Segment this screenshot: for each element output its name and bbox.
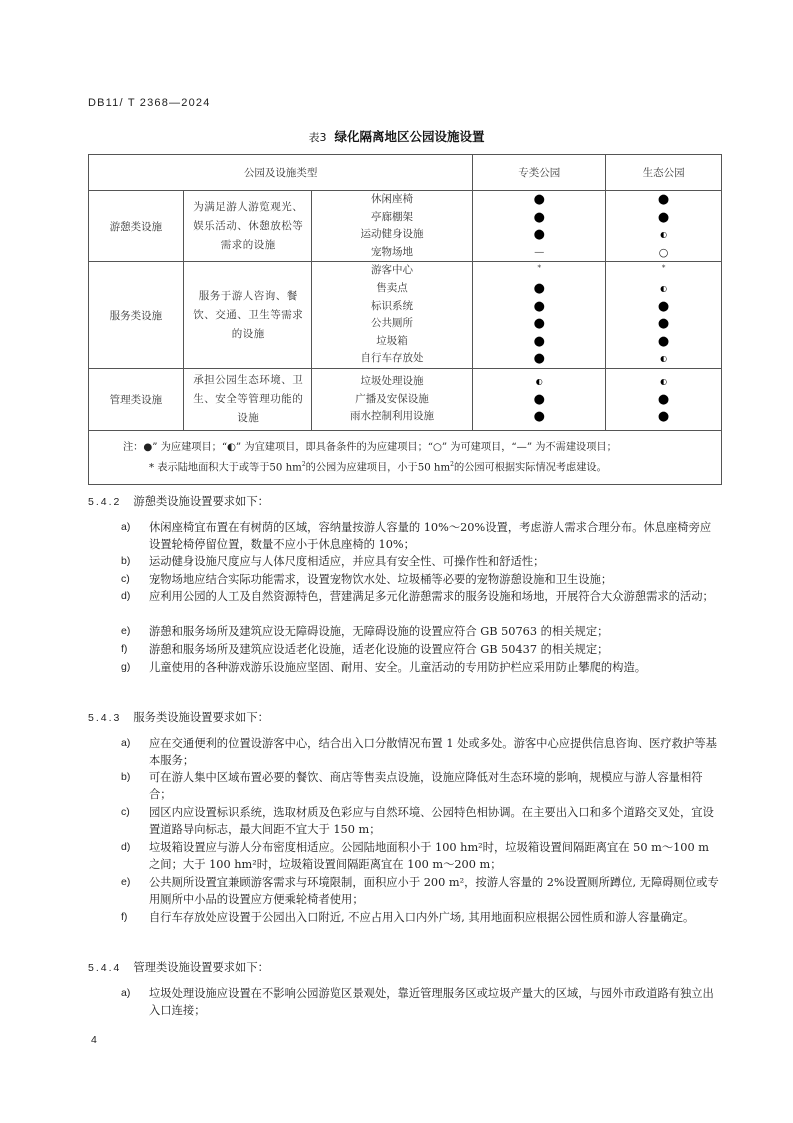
list-item-text: 垃圾处理设施应设置在不影响公园游览区景观处，靠近管理服务区或垃圾产量大的区域，与园外市政道路有独立出入口连接； <box>149 987 714 1018</box>
facility-item: 自行车存放处 <box>360 352 424 365</box>
facility-item: 休闲座椅 <box>371 193 414 205</box>
clause-heading <box>88 959 269 975</box>
special-park-mark: ● <box>533 280 545 296</box>
items-cell <box>311 191 473 262</box>
eco-park-mark: ◐ <box>660 283 668 293</box>
eco-cell <box>606 368 722 430</box>
list-item-label: f) <box>121 643 128 655</box>
list-item-label: b) <box>121 555 131 567</box>
list-item-text: 游憩和服务场所及建筑应设无障碍设施，无障碍设施的设置应符合 GB 50763 的相关规定； <box>149 625 609 638</box>
eco-park-mark: ◐ <box>660 230 668 240</box>
list-item <box>121 588 721 605</box>
table-title-text: 绿化隔离地区公园设施设置 <box>334 129 485 144</box>
category-cell: 游憩类设施 <box>89 191 184 262</box>
list-item-label: e) <box>121 625 131 637</box>
table-title <box>0 127 793 145</box>
facility-item: 垃圾处理设施 <box>360 375 424 388</box>
list-item <box>121 804 721 838</box>
list-item-label: c) <box>121 573 130 585</box>
special-park-mark: ● <box>533 316 545 332</box>
special-park-mark: ● <box>533 333 545 349</box>
list-item <box>121 659 721 676</box>
list-item <box>121 735 721 769</box>
list-item-text: 休闲座椅宜布置在有树荫的区域，容纳量按游人容量的 10%～20%设置，考虑游人需求合理分布。休息座椅旁应设置轮椅停留位置，数量不应小于休息座椅的 10%； <box>149 521 712 552</box>
eco-park-mark: ◐ <box>660 377 668 387</box>
table-note <box>89 430 722 484</box>
special-park-mark: — <box>534 246 545 258</box>
header-facility-type: 公园及设施类型 <box>89 155 473 191</box>
list-item-label: d) <box>121 841 131 853</box>
table-row <box>89 368 722 430</box>
special-park-mark: ● <box>533 209 545 225</box>
eco-park-mark: * <box>661 264 666 273</box>
list-item-label: b) <box>121 771 131 783</box>
note-line-1: 注：●” 为应建项目；“◐” 为宜建项目，即具备条件的为应建项目；“○” 为可建项目，“—” 为不需建设项目； <box>123 441 617 453</box>
facility-item: 宠物场地 <box>371 245 414 258</box>
special-park-mark: ● <box>533 298 545 314</box>
special-park-mark: ● <box>533 409 545 425</box>
list-item <box>121 874 721 908</box>
list-item-label: a) <box>121 737 131 749</box>
page-number: 4 <box>91 1034 97 1046</box>
eco-cell <box>606 262 722 369</box>
table-row <box>89 191 722 262</box>
list-item-label: c) <box>121 806 130 818</box>
facility-item: 游客中心 <box>371 264 414 277</box>
list-item <box>121 641 721 658</box>
special-park-mark: ● <box>533 192 545 207</box>
list-item-text: 应在交通便利的位置设游客中心，结合出入口分散情况布置 1 处或多处。游客中心应提供信息咨询、医疗救护等基本服务； <box>149 737 717 768</box>
items-cell <box>311 262 473 369</box>
list-item-text: 应利用公园的人工及自然资源特色，营建满足多元化游憩需求的服务设施和场地，开展符合大众游憩需求的活动； <box>149 590 714 603</box>
note-line-2: * 表示陆地面积大于或等于50 $hm^2$的公园为应建项目，小于50 $hm^2$的公园可根据实际情况考虑建设。 <box>149 460 607 474</box>
facility-item: 垃圾箱 <box>376 334 408 347</box>
special-cell <box>473 368 606 430</box>
eco-park-mark: ● <box>657 409 670 425</box>
special-park-mark: * <box>537 264 542 273</box>
list-item-text: 自行车存放处应设置于公园出入口附近, 不应占用入口内外广场, 其用地面积应根据公园性质和游人容量确定。 <box>149 911 695 924</box>
special-cell <box>473 191 606 262</box>
standard-code: DB11/ T 2368—2024 <box>88 97 211 109</box>
clause-title: 管理类设施设置要求如下： <box>133 961 269 974</box>
clause-heading <box>88 493 269 509</box>
clause-title: 游憩类设施设置要求如下： <box>133 495 269 508</box>
list-item <box>121 985 721 1019</box>
list-item <box>121 571 721 588</box>
clause-number: 5.4.4 <box>88 962 122 974</box>
eco-park-mark: ● <box>657 192 670 207</box>
category-cell: 服务类设施 <box>89 262 184 369</box>
list-item-text: 儿童使用的各种游戏游乐设施应坚固、耐用、安全。儿童活动的专用防护栏应采用防止攀爬的构造。 <box>149 661 647 674</box>
list-item-label: a) <box>121 987 131 999</box>
header-eco-park: 生态公园 <box>606 155 722 191</box>
eco-park-mark: ● <box>657 298 670 314</box>
facilities-table <box>88 154 722 485</box>
description-cell: 承担公园生态环境、卫生、安全等管理功能的设施 <box>183 368 311 430</box>
eco-park-mark: ● <box>657 333 670 349</box>
clause-number: 5.4.3 <box>88 712 122 724</box>
list-item-text: 游憩和服务场所及建筑应设适老化设施，适老化设施的设置应符合 GB 50437 的相关规定； <box>149 643 609 656</box>
category-cell: 管理类设施 <box>89 368 184 430</box>
eco-cell <box>606 191 722 262</box>
table-row <box>89 262 722 369</box>
list-item-label: g) <box>121 661 131 673</box>
clause-number: 5.4.2 <box>88 496 122 508</box>
list-item-text: 运动健身设施尺度应与人体尺度相适应，并应具有安全性、可操作性和舒适性； <box>149 555 545 568</box>
description-cell: 服务于游人咨询、餐饮、交通、卫生等需求的设施 <box>183 262 311 369</box>
list-item-text: 可在游人集中区域布置必要的餐饮、商店等售卖点设施，设施应降低对生态环境的影响，规模应与游人容量相符合； <box>149 771 703 802</box>
description-cell: 为满足游人游览观光、娱乐活动、休憩放松等需求的设施 <box>183 191 311 262</box>
list-item-text: 公共厕所设置宜兼顾游客需求与环境限制，面积应小于 200 m²，按游人容量的 2%设置厕所蹲位, 无障碍厕位或专用厕所中小品的设置应方便乘轮椅者使用； <box>149 876 719 907</box>
eco-park-mark: ○ <box>658 245 669 259</box>
facility-item: 雨水控制利用设施 <box>350 410 435 423</box>
eco-park-mark: ● <box>657 391 670 407</box>
list-item <box>121 623 721 640</box>
facility-item: 公共厕所 <box>371 317 414 330</box>
table-number: 表3 <box>308 131 327 144</box>
list-item-label: e) <box>121 876 131 888</box>
header-special-park: 专类公园 <box>473 155 606 191</box>
table-note-row <box>89 430 722 484</box>
items-cell <box>311 368 473 430</box>
list-item <box>121 909 721 926</box>
list-item-label: a) <box>121 521 131 533</box>
facility-item: 广播及安保设施 <box>355 392 429 405</box>
list-item-text: 宠物场地应结合实际功能需求，设置宠物饮水处、垃圾桶等必要的宠物游憩设施和卫生设施； <box>149 573 613 586</box>
facility-item: 标识系统 <box>371 299 414 312</box>
list-item-text: 垃圾箱设置应与游人分布密度相适应。公园陆地面积小于 100 hm²时，垃圾箱设置间隔距离宜在 50 m～100 m 之间；大于 100 hm²时，垃圾箱设置间隔距离宜在 100 m～200 m； <box>149 841 709 872</box>
list-item <box>121 839 721 873</box>
list-item <box>121 519 721 553</box>
facility-item: 亭廊棚架 <box>371 210 414 223</box>
special-park-mark: ● <box>533 391 545 407</box>
list-item-label: d) <box>121 590 131 602</box>
special-park-mark: ● <box>533 227 545 243</box>
facility-item: 运动健身设施 <box>360 228 424 241</box>
special-park-mark: ◐ <box>535 377 543 387</box>
facility-item: 售卖点 <box>376 281 408 294</box>
clause-heading <box>88 709 269 725</box>
list-item-label: f) <box>121 911 128 923</box>
list-item <box>121 553 721 570</box>
special-cell <box>473 262 606 369</box>
clause-title: 服务类设施设置要求如下： <box>133 711 269 724</box>
list-item <box>121 769 721 803</box>
table-header-row <box>89 155 722 191</box>
eco-park-mark: ● <box>657 209 670 225</box>
eco-park-mark: ● <box>657 316 670 332</box>
special-park-mark: ● <box>533 351 545 367</box>
eco-park-mark: ◐ <box>660 354 668 364</box>
list-item-text: 园区内应设置标识系统，选取材质及色彩应与自然环境、公园特色相协调。在主要出入口和多个道路交叉处，宜设置道路导向标志，最大间距不宜大于 150 m； <box>149 806 714 837</box>
